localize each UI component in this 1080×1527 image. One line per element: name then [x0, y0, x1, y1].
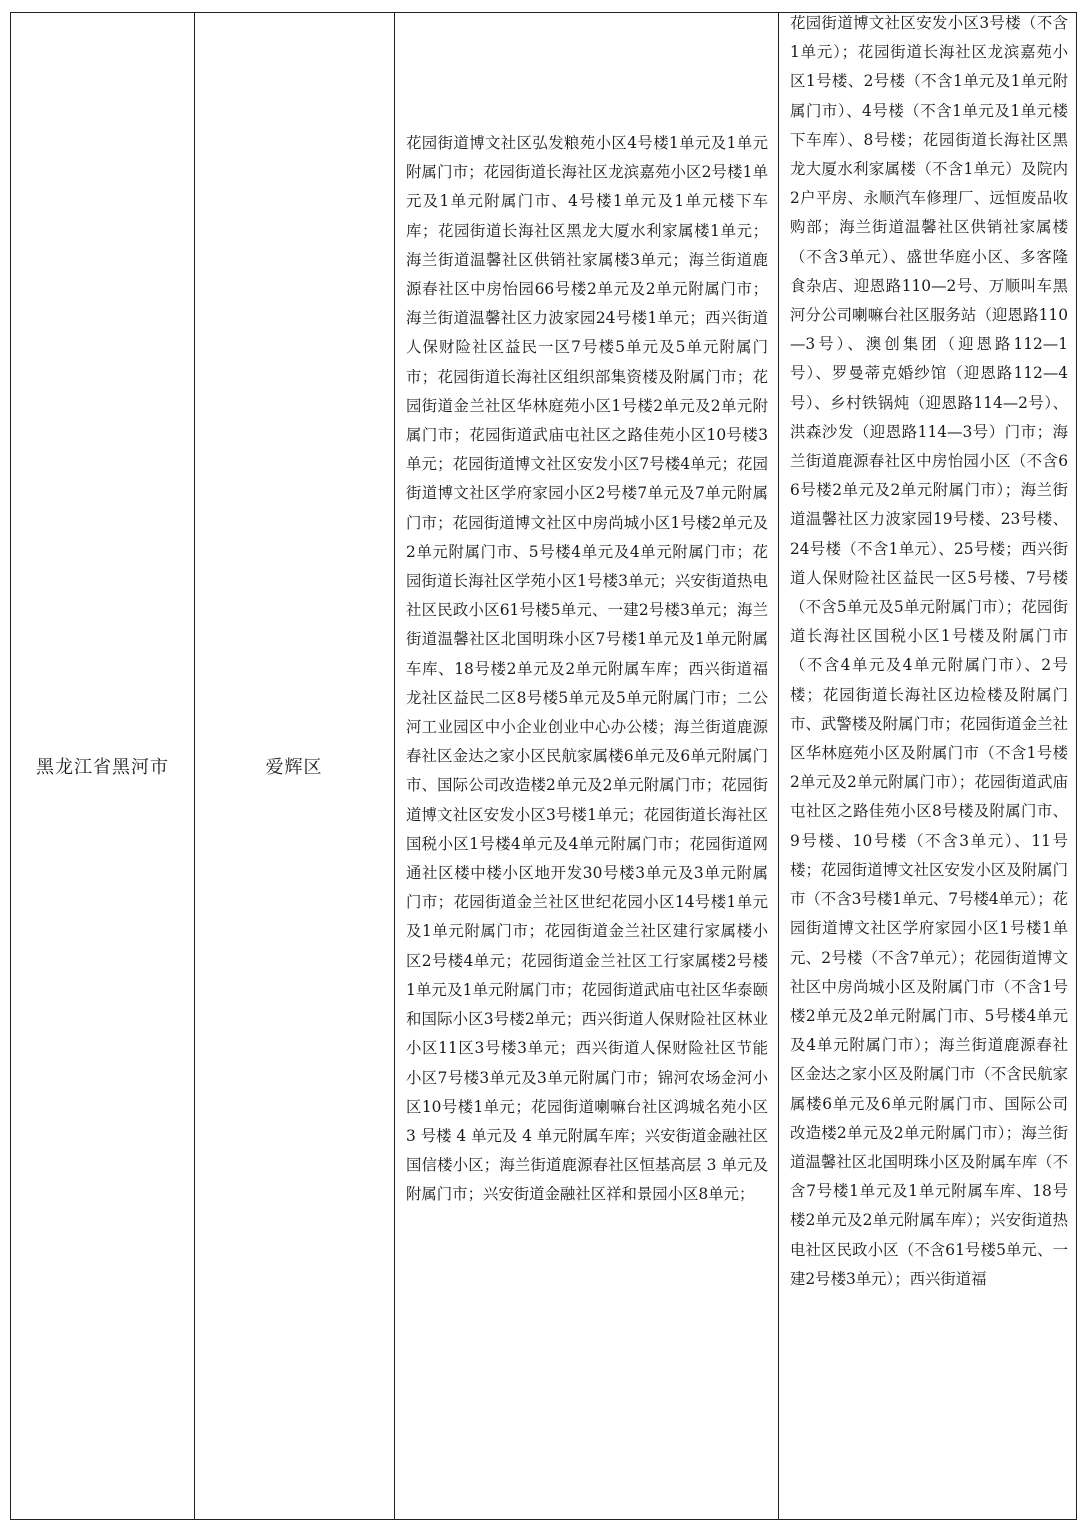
province-city-text: 黑龙江省黑河市 — [36, 757, 169, 778]
downgraded-areas-cell — [394, 13, 778, 1519]
district-cell — [194, 13, 394, 1519]
downgraded-areas-text: 花园街道博文社区弘发粮苑小区4号楼1单元及1单元附属门市；花园街道长海社区龙滨嘉苑小区2号楼1单元及1单元附属门市、4号楼1单元及1单元楼下车库；花园街道长海社区黑龙大厦水利家属楼1单元；海兰街道温馨社区供销社家属楼3单元；海兰街道鹿源春社区中房怡园66号楼2单元及2单元附属门市；海兰街道温馨社区力波家园24号楼1单元；西兴街道人保财险社区益民一区7号楼5单元及5单元附属门市；花园街道长海社区组织部集资楼及附属门市；花园街道金兰社区华林庭苑小区1号楼2单元及2单元附属门市；花园街道武庙屯社区之路佳苑小区10号楼3单元；花园街道博文社区安发小区7号楼4单元；花园街道博文社区学府家园小区2号楼7单元及7单元附属门市；花园街道博文社区中房尚城小区1号楼2单元及2单元附属门市、5号楼4单元及4单元附属门市；花园街道长海社区学苑小区1号楼3单元；兴安街道热电社区民政小区61号楼5单元、一建2号楼3单元；海兰街道温馨社区北国明珠小区7号楼1单元及1单元附属车库、18号楼2单元及2单元附属车库；西兴街道福龙社区益民二区8号楼5单元及5单元附属门市；二公河工业园区中小企业创业中心办公楼；海兰街道鹿源春社区金达之家小区民航家属楼6单元及6单元附属门市、国际公司改造楼2单元及2单元附属门市；花园街道博文社区安发小区3号楼1单元；花园街道长海社区国税小区1号楼4单元及4单元附属门市；花园街道网通社区楼中楼小区地开发30号楼3单元及3单元附属门市；花园街道金兰社区世纪花园小区14号楼1单元及1单元附属门市；花园街道金兰社区建行家属楼小区2号楼4单元；花园街道金兰社区工行家属楼2号楼1单元及1单元附属门市；花园街道武庙屯社区华泰颐和国际小区3号楼2单元；西兴街道人保财险社区林业小区11区3号楼3单元；西兴街道人保财险社区节能小区7号楼3单元及3单元附属门市；锦河农场金河小区10号楼1单元；花园街道喇嘛台社区鸿城名苑小区 3 号楼 4 单元及 4 单元附属车库；兴安街道金融社区国信楼小区；海兰街道鹿源春社区恒基高层 3 单元及附属门市；兴安街道金融社区祥和景园小区8单元； — [406, 134, 768, 1204]
low-risk-areas-cell — [778, 13, 1078, 1519]
district-text: 爱辉区 — [265, 757, 323, 778]
low-risk-areas-text: 花园街道博文社区安发小区3号楼（不含1单元）；花园街道长海社区龙滨嘉苑小区1号楼、2号楼（不含1单元及1单元附属门市）、4号楼（不含1单元及1单元楼下车库）、8号楼；花园街道长海社区黑龙大厦水利家属楼（不含1单元）及院内2户平房、永顺汽车修理厂、远恒废品收购部；海兰街道温馨社区供销社家属楼（不含3单元）、盛世华庭小区、多客隆食杂店、迎恩路110—2号、万顺叫车黑河分公司喇嘛台社区服务站（迎恩路110—3号）、澳创集团（迎恩路112—1号）、罗曼蒂克婚纱馆（迎恩路112—4号）、乡村铁锅炖（迎恩路114—2号）、洪森沙发（迎恩路114—3号）门市；海兰街道鹿源春社区中房怡园小区（不含66号楼2单元及2单元附属门市）；海兰街道温馨社区力波家园19号楼、23号楼、24号楼（不含1单元）、25号楼；西兴街道人保财险社区益民一区5号楼、7号楼（不含5单元及5单元附属门市）；花园街道长海社区国税小区1号楼及附属门市（不含4单元及4单元附属门市）、2号楼；花园街道长海社区边检楼及附属门市、武警楼及附属门市；花园街道金兰社区华林庭苑小区及附属门市（不含1号楼2单元及2单元附属门市）；花园街道武庙屯社区之路佳苑小区8号楼及附属门市、9号楼、10号楼（不含3单元）、11号楼；花园街道博文社区安发小区及附属门市（不含3号楼1单元、7号楼4单元）；花园街道博文社区学府家园小区1号楼1单元、2号楼（不含7单元）；花园街道博文社区中房尚城小区及附属门市（不含1号楼2单元及2单元附属门市、5号楼4单元及4单元附属门市）；海兰街道鹿源春社区金达之家小区及附属门市（不含民航家属楼6单元及6单元附属门市、国际公司改造楼2单元及2单元附属门市）；海兰街道温馨社区北国明珠小区及附属车库（不含7号楼1单元及1单元附属车库、18号楼2单元及2单元附属车库）；兴安街道热电社区民政小区（不含61号楼5单元、一建2号楼3单元）；西兴街道福 — [790, 14, 1068, 1288]
areas-table — [10, 12, 1077, 1520]
province-city-cell — [11, 13, 194, 1519]
